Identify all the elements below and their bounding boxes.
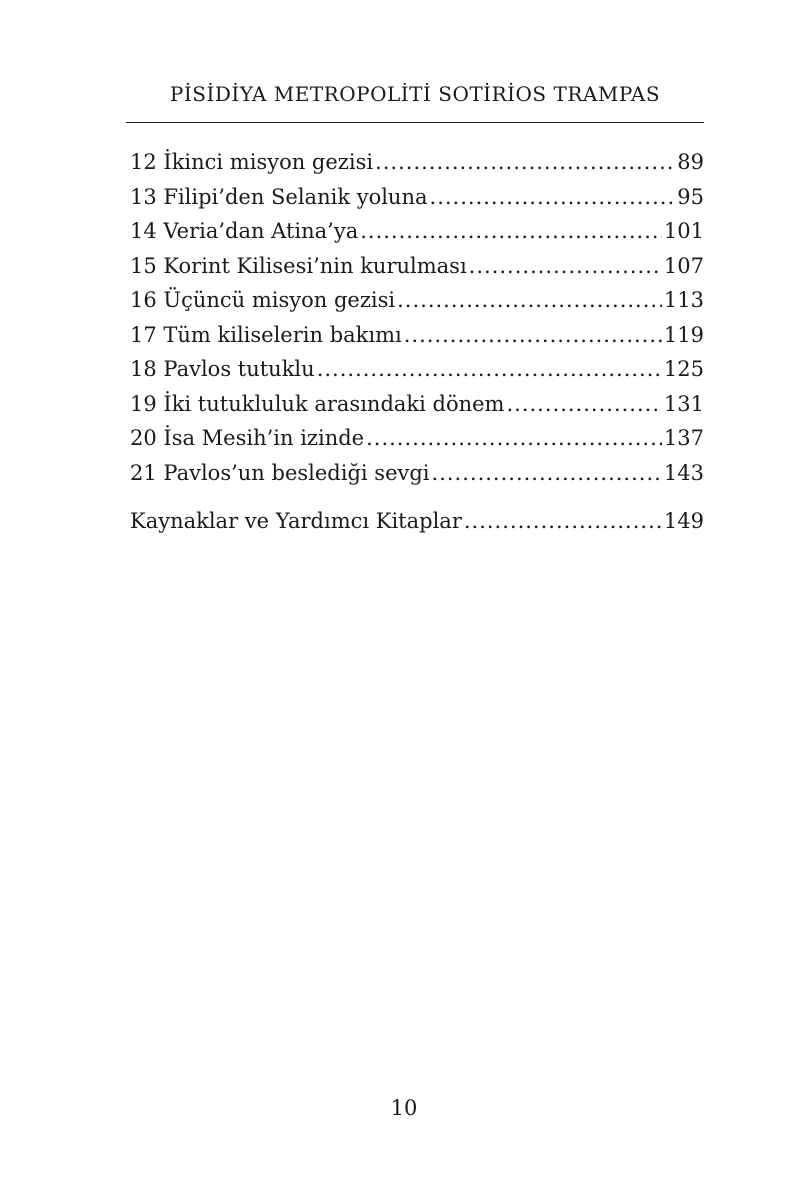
dot-leader [469, 249, 662, 283]
toc-entry [130, 214, 704, 249]
toc-entry-page: 119 [663, 322, 704, 347]
toc-entry-page: 107 [663, 253, 704, 278]
toc-entry-page: 137 [663, 426, 704, 450]
toc-entry [130, 249, 704, 284]
toc-entry-page: 95 [677, 184, 704, 209]
toc-entry-page: 131 [663, 391, 704, 416]
dot-leader [366, 421, 662, 455]
toc-entry-title: 13 Filipi’den Selanik yoluna [130, 184, 428, 209]
dot-leader [404, 318, 662, 352]
toc-entry [130, 387, 704, 422]
toc-entry-page: 113 [663, 288, 704, 312]
toc-entry-title: 17 Tüm kiliselerin bakımı [130, 322, 402, 347]
toc-entry [130, 456, 704, 491]
dot-leader [360, 214, 662, 248]
toc-entry-page: 125 [663, 357, 704, 381]
toc-entry-page: 89 [677, 150, 704, 174]
toc-entry-title: 14 Veria’dan Atina’ya [130, 219, 359, 243]
toc-entry-title: 21 Pavlos’un beslediği sevgi [130, 460, 430, 485]
dot-leader [506, 387, 661, 421]
toc-entry-references [130, 504, 704, 539]
toc-entry-title: 20 İsa Mesih’in izinde [130, 426, 365, 450]
toc-entry-page: 149 [663, 509, 704, 533]
toc-entry-title: 12 İkinci misyon gezisi [130, 150, 374, 174]
toc-entry [130, 318, 704, 353]
toc-entry-page: 101 [663, 219, 704, 243]
dot-leader [397, 283, 662, 317]
header-divider [126, 122, 704, 123]
toc-entry [130, 180, 704, 215]
toc-entry-title: Kaynaklar ve Yardımcı Kitaplar [130, 509, 462, 533]
toc-entry-title: 15 Korint Kilisesi’nin kurulması [130, 253, 467, 278]
page-number: 10 [390, 1096, 418, 1120]
toc-entry-page: 143 [663, 460, 704, 485]
toc-entry-title: 16 Üçüncü misyon gezisi [130, 288, 396, 312]
toc-entry-title: 18 Pavlos tutuklu [130, 357, 315, 381]
running-head-title: PİSİDİYA METROPOLİTİ SOTİRİOS TRAMPAS [169, 82, 661, 106]
toc-entry [130, 352, 704, 387]
dot-leader [375, 145, 675, 179]
dot-leader [464, 504, 662, 538]
toc-entry-title: 19 İki tutukluluk arasındaki dönem [130, 391, 505, 416]
toc-entry [130, 421, 704, 456]
dot-leader [317, 352, 662, 386]
table-of-contents [130, 145, 704, 539]
toc-entry [130, 283, 704, 318]
dot-leader [432, 456, 662, 490]
dot-leader [430, 180, 676, 214]
toc-entry [130, 145, 704, 180]
